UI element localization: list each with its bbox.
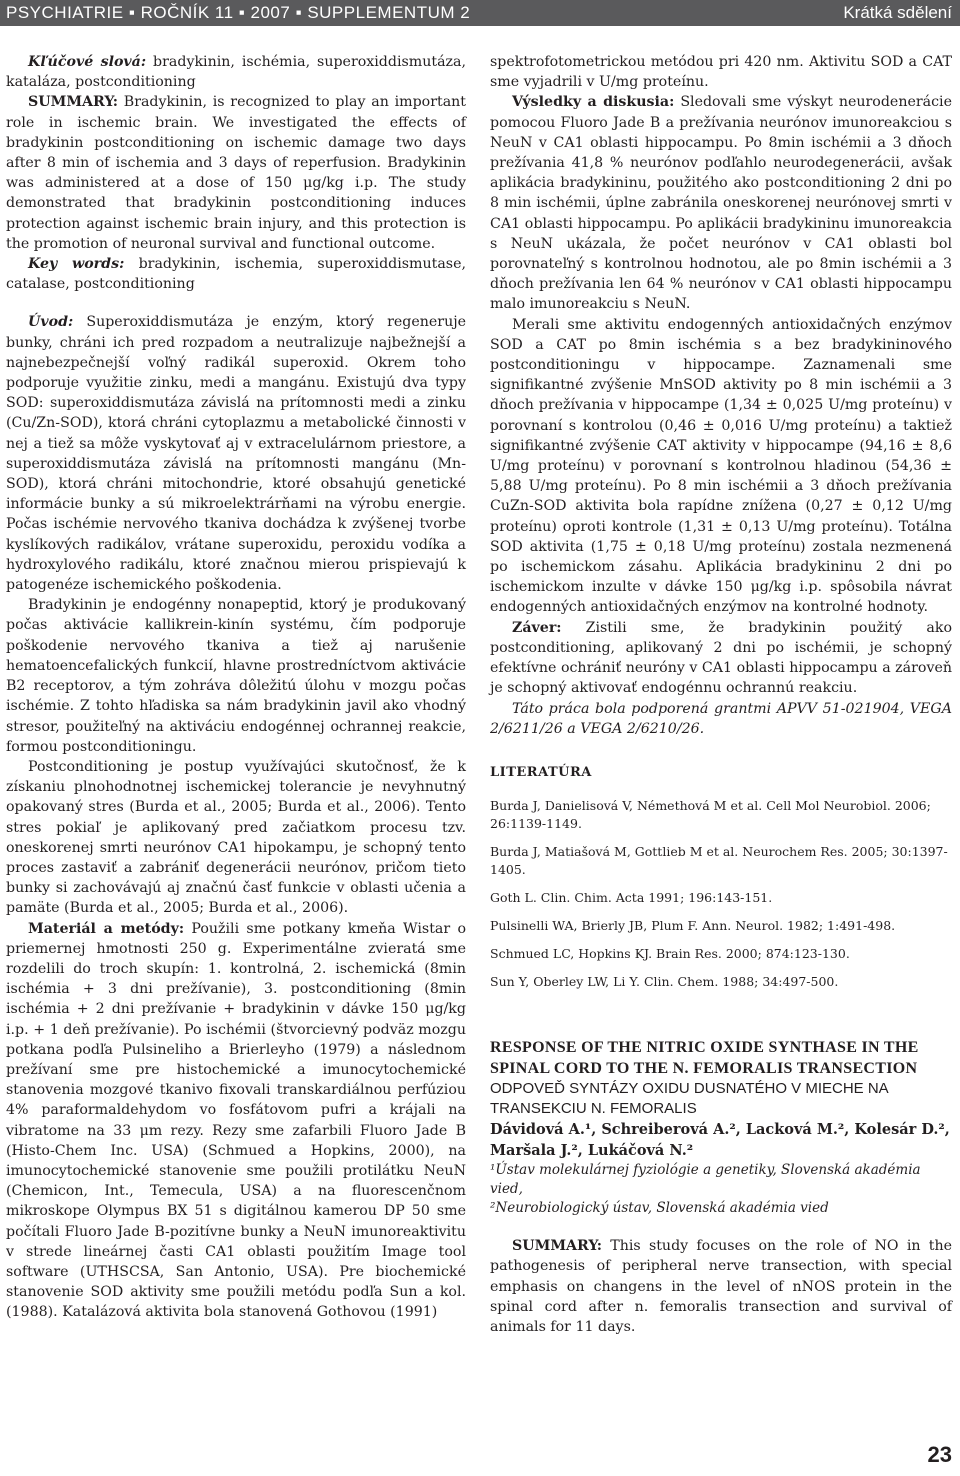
reference-list [490, 797, 952, 991]
reference-item: Schmued LC, Hopkins KJ. Brain Res. 2000; 874:123-130. [490, 946, 850, 962]
article-title-en: RESPONSE OF THE NITRIC OXIDE SYNTHASE IN THE SPINAL CORD TO THE N. FEMORALIS TRANSECTION [490, 1039, 919, 1078]
conclusion-paragraph: Záver: Zistili sme, že bradykinin použitý ako postconditioning, aplikovaný 2 dni po ischémii, je schopný efektívne ochrániť neuróny v CA1 oblasti hippocampu a zároveň je schopný aktivovať endogénnu ochrannú reakciu. [490, 619, 952, 697]
enzymes-paragraph: Merali sme aktivitu endogenných antioxidačných enzýmov SOD a CAT po 8min ischémia s a bez bradykininového postconditioningu v hippocampe. Zaznamenali sme signifikantné zvýšenie MnSOD aktivity po 8 min ischémii a 3 dňoch prežívania v hippocampe (1,34 ± 0,025 U/mg proteínu) v porovnaní s kontrolou (0,46 ± 0,016 U/mg proteínu) a taktiež signifikantné zvýšenie CAT aktivity v hippocampe (94,16 ± 8,6 U/mg proteínu) v porovnaní s kontrolnou hladinou (54,36 ± 5,88 U/mg proteínu). Po 8 min ischémii a 3 dňoch prežívania CuZn-SOD aktivita bola rapídne znížena (0,27 ± 0,12 U/mg proteínu) oproti kontrole (1,31 ± 0,13 U/mg proteínu). Totálna SOD aktivita (1,75 ± 0,18 U/mg proteínu) zostala nezmenená po ischemickom zásahu. Aplikácia bradykininu 2 dni po ischemickom inzulte v dávke 150 μg/kg i.p. spôsobila návrat endogenných antioxidačných enzýmov na kontrolné hodnoty. [490, 316, 952, 616]
results-paragraph: Výsledky a diskusia: Sledovali sme výskyt neurodenerácie pomocou Fluoro Jade B a prežívania neurónov imunoreakciou s NeuN v CA1 oblasti hippocampu. Po 8min ischémii a 3 dňoch prežívania 41,8 % neurónov podľahlo neurodegenerácii, avšak aplikácia bradykininu, použitého ako postconditioning 2 dni po 8 min ischémii, úplne zabránila oneskorenej neurónovej smrti v CA1 oblasti hippocampu. Po aplikácii bradykininu imunoreakcia s NeuN ukázala, že počet neurónov v CA1 oblasti bol porovnateľný s kontrolnou hodnotou, ale po 8min ischémii a 3 dňoch prežívania len 64 % neurónov v CA1 oblasti hippocampu malo imunoreakciu s NeuN. [490, 94, 952, 313]
reference-item: Goth L. Clin. Chim. Acta 1991; 196:143-151. [490, 890, 773, 906]
references-heading: LITERATÚRA [490, 764, 592, 780]
postconditioning-paragraph: Postconditioning je postup využívajúci skutočnosť, že k získaniu plnohodnotnej ischemickej tolerancie je nevyhnutný opakovaný stres (Burda et al., 2005; Burda et al., 2006). Tento stres pokiaľ je aplikovaný pred začiatkom procesu tzv. oneskorenej smrti neurónov CA1 hipokampu, je schopný tento proces zastaviť a zabrániť degenerácii neurónov, pričom tieto bunky si zachovávajú aj značnú časť funkcie v oblasti učenia a pamäte (Burda et al., 2005; Burda et al., 2006). [6, 758, 466, 917]
reference-item: Burda J, Matiašová M, Gottlieb M et al. Neurochem Res. 2005; 30:1397-1405. [490, 844, 948, 878]
left-column [6, 52, 466, 1323]
article-authors: Dávidová A.¹, Schreiberová A.², Lacková M.², Kolesár D.², Maršala J.², Lukáčová N.² [490, 1121, 950, 1160]
article-title-sk: ODPOVEĎ SYNTÁZY OXIDU DUSNATÉHO V MIECHE NA TRANSEKCIU N. FEMORALIS [490, 1080, 888, 1118]
grant-note: Táto práca bola podporená grantmi APVV 51-021904, VEGA 2/6211/26 a VEGA 2/6210/26. [490, 700, 952, 737]
summary-en: SUMMARY: Bradykinin, is recognized to play an important role in ischemic brain. We investigated the effects of bradykinin postconditioning on ischemic damage two days after 8 min of ischemia and 3 days of reperfusion. Bradykinin was administered at a dose of 150 μg/kg i.p. The study demonstrated that bradykinin postconditioning induces protection against ischemic brain injury, and this protection is the promotion of neuronal survival and functional outcome. [6, 94, 466, 252]
affiliation-2: ²Neurobiologický ústav, Slovenská akadémia vied [490, 1200, 829, 1217]
right-column [490, 52, 952, 1337]
page-header [0, 0, 960, 26]
methods-paragraph: Materiál a metódy: Použili sme potkany kmeňa Wistar o priemernej hmotnosti 250 g. Experimentálne zvieratá sme rozdelili do troch skupín: 1. kontrolná, 2. ischemická (8min ischémia + 3 dni prežívanie), 3. postconditioning (8min ischémia + 2 dni prežívanie + bradykinin v dávke 150 μg/kg i.p. + 1 deň prežívanie). Po ischémii (štvorcievný podväz mozgu potkana podľa Pulsineliho a Brierleyho (1979) a následnom prežívaní sme pre histochemické a imunocytochemické stanovenia mozgové tkanivo fixovali transkardiálnou perfúziou 4% paraformaldehydom vo fosfátovom pufri a krájali na vibratome na 33 μm rezy. Rezy sme zafarbili Fluoro Jade B (Histo-Chem Inc. USA) (Schmued a Hopkins, 2000), na imunocytochemické stanovenie sme použili protilátku NeuN (Chemicon, Int., Temecula, USA) a na fluorescenčnom mikroskope Olympus BX 51 s digitálnou kamerou DP 50 sme počítali Fluoro Jade B-pozitívne bunky a NeuN imunoreaktivitu v strede lineárnej časti CA1 oblasti použitím Image tool software (UTHSCSA, San Antonio, USA). Pre biochemické stanovenie SOD aktivity sme použili metódu podľa Sun a kol. (1988). Katalázová aktivita bola stanovená Gothovou (1991) [6, 920, 467, 1321]
section-label: Krátká sdělení [843, 3, 952, 22]
bradykinin-paragraph: Bradykinin je endogénny nonapeptid, ktorý je produkovaný počas aktivácie kallikrein-kinín systému, čím podporuje poškodenie nervového tkaniva a tiež aj narušenie hematoencefalických funkcií, hlavne prostredníctvom aktivácie B2 receptorov, a tým zohráva dôležitú úlohu v mozgu počas ischémie. Z tohto hľadiska sa nám bradykinin javil ako vhodný stresor, použiteľný na aktiváciu endogénnej ochrannej reakcie, formou postconditioningu. [6, 597, 466, 755]
journal-header: PSYCHIATRIE ▪ ROČNÍK 11 ▪ 2007 ▪ SUPPLEMENTUM 2 [6, 3, 471, 22]
methods-continued: spektrofotometrickou metódou pri 420 nm. Aktivitu SOD a CAT sme vyjadrili v U/mg proteínu. [490, 54, 952, 91]
page-number: 23 [927, 1442, 952, 1467]
reference-item: Sun Y, Oberley LW, Li Y. Clin. Chem. 1988; 34:497-500. [490, 974, 839, 990]
keywords-sk: Kľúčové slová: bradykinin, ischémia, superoxiddismutáza, kataláza, postconditioning [6, 54, 466, 91]
keywords-en: Key words: bradykinin, ischemia, superoxiddismutase, catalase, postconditioning [6, 256, 466, 293]
reference-item: Burda J, Danielisová V, Némethová M et al. Cell Mol Neurobiol. 2006; 26:1139-1149. [490, 798, 931, 832]
summary-2: SUMMARY: This study focuses on the role of NO in the pathogenesis of peripheral nerve transection, with special emphasis on changens in the level of nNOS protein in the spinal cord after n. femoralis transection and survival of animals for 11 days. [490, 1238, 952, 1335]
affiliation-1: ¹Ústav molekulárnej fyziológie a genetiky, Slovenská akadémia vied, [490, 1162, 921, 1198]
intro-paragraph: Úvod: Superoxiddismutáza je enzým, ktorý regeneruje bunky, chráni ich pred rozpadom a neutralizuje najbežnejší a najnebezpečnejší voľný radikál superoxid. Okrem toho podporuje využitie zinku, medi a mangánu. Existujú dva typy SOD: superoxiddismutáza závislá na prítomnosti medi a zinku (Cu/Zn-SOD), ktorá chráni cytoplazmu a metabolické činnosti v nej a tiež sa môže vyskytovať aj v extracelulárnom priestore, a superoxiddismutáza závislá na prítomnosti mangánu (Mn-SOD), ktorá chráni mitochondrie, ktoré obsahujú genetické informácie bunky a sú mikroelektrárňami na výrobu energie. Počas ischémie nervového tkaniva dochádza k zvýšenej tvorbe kyslíkových radikálov, vrátane superoxidu, peroxidu vodíka a hydroxylového radikálu, ktoré značnou mierou prispievajú k patogenéze ischemického poškodenia. [6, 314, 466, 594]
reference-item: Pulsinelli WA, Brierly JB, Plum F. Ann. Neurol. 1982; 1:491-498. [490, 918, 896, 934]
